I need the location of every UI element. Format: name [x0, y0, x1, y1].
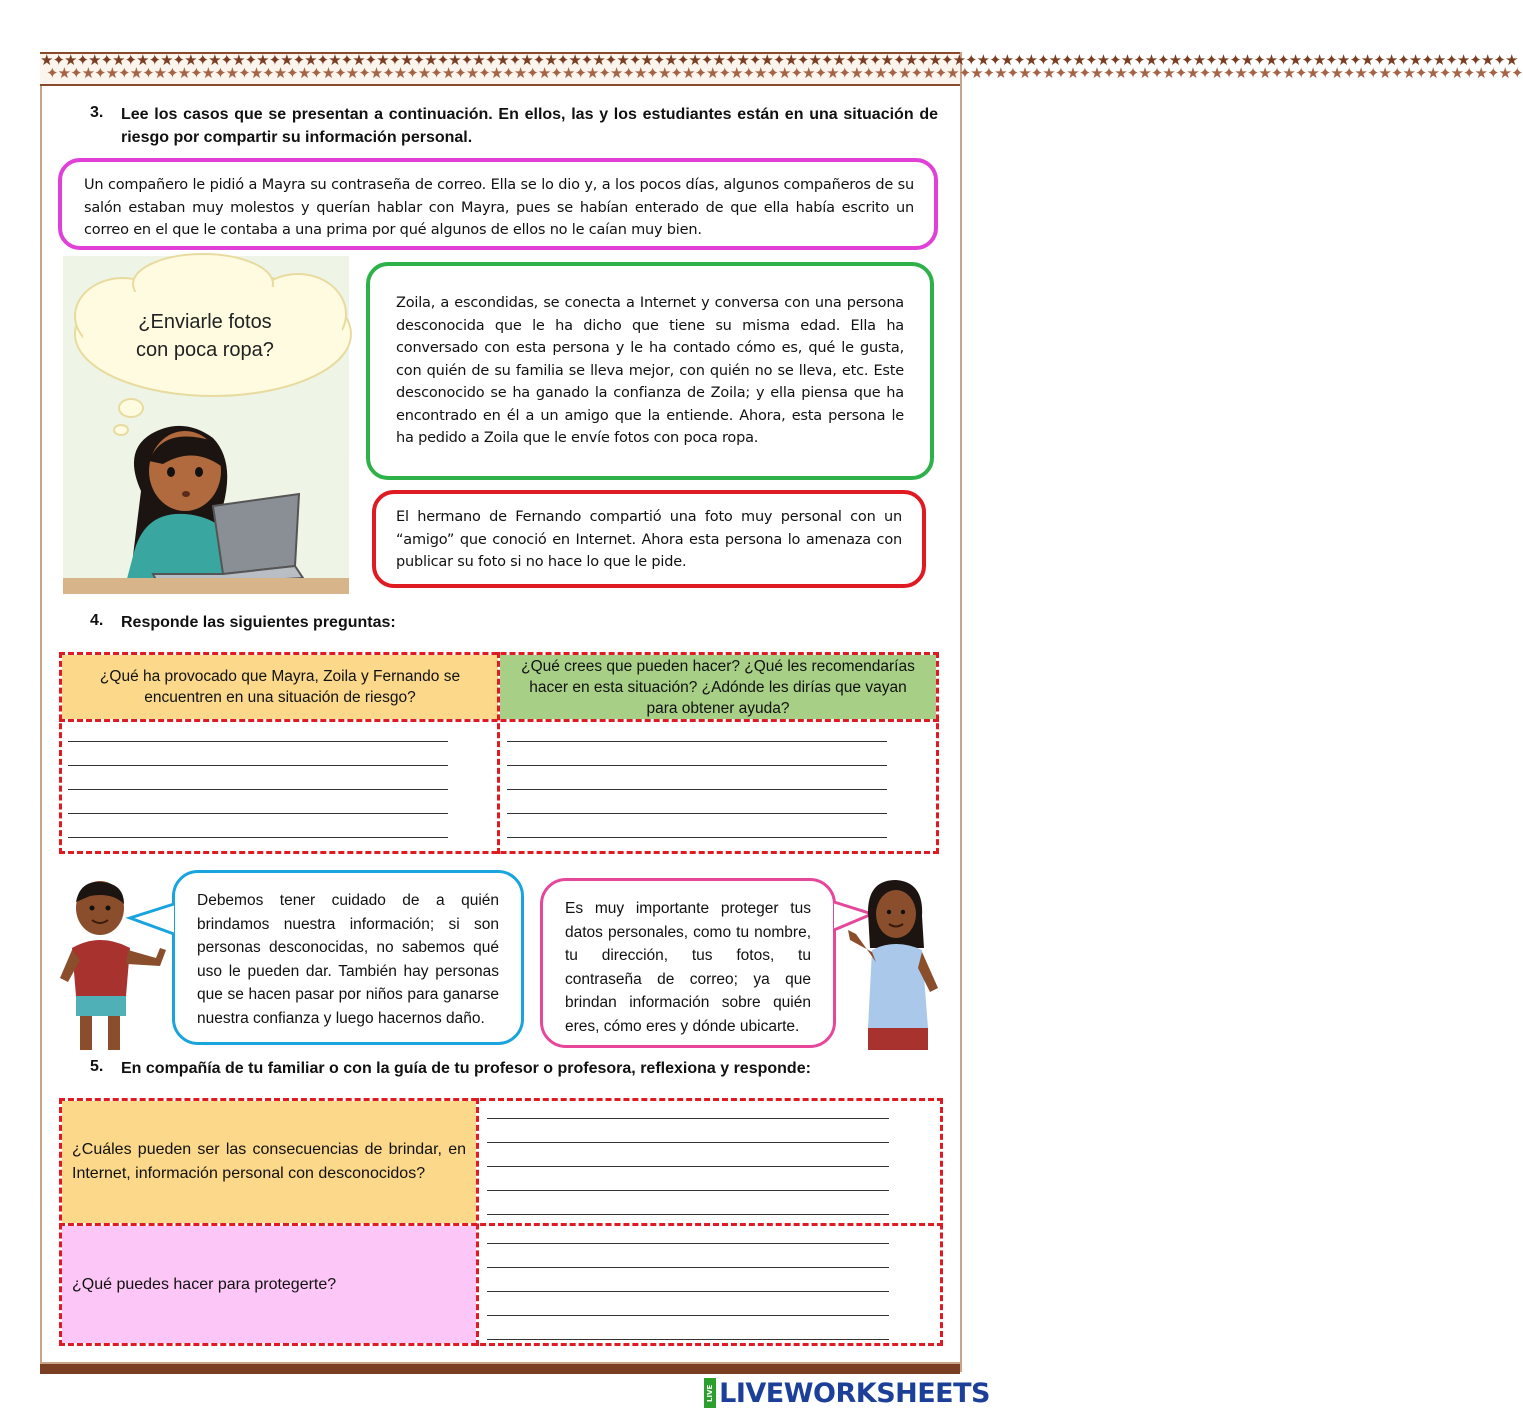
table-divider-vertical [497, 652, 500, 854]
answer-line[interactable] [507, 813, 887, 814]
question-left: ¿Qué ha provocado que Mayra, Zoila y Fernando se encuentren en una situación de riesgo? [62, 655, 498, 719]
answer-line[interactable] [487, 1267, 889, 1268]
section3-heading: Lee los casos que se presentan a continuación. En ellos, las y los estudiantes están en una situación de riesgo por compartir su información personal. [121, 106, 938, 146]
answer-line[interactable] [487, 1291, 889, 1292]
thought-line-1: ¿Enviarle fotos [138, 311, 272, 333]
speech-bubble-girl: Es muy importante proteger tus datos personales, como tu nombre, tu dirección, tus fotos, tu contraseña de correo; ya que brindan información sobre quién eres, cómo eres y dónde ubicarte. [540, 878, 836, 1048]
star-border-top: ★✦★✦★✦★✦★✦★✦★✦★✦★✦★✦★✦★✦★✦★✦★✦★✦★✦★✦★✦★✦★✦★✦★✦★✦★✦★✦★✦★✦★✦★✦★✦★✦★✦★✦★✦★✦★✦★✦★✦★✦★✦★✦★✦★✦★✦★✦★✦★✦★✦★✦★✦★✦★✦★✦★✦★✦★✦★✦★✦★✦★✦★ ✦★✦★✦★✦★✦★✦★✦★✦★✦★✦★✦★✦★✦★✦★✦★✦★✦★✦★✦★✦★✦★✦★✦★✦★✦★✦★✦★✦★✦★✦★✦★✦★✦★✦★✦★✦★✦★✦★✦★✦★✦★✦★✦★✦★✦★✦★✦★✦★✦★✦★✦★✦★✦★✦★✦★✦★✦★✦★✦★✦★✦★✦ [40, 52, 960, 86]
answer-line[interactable] [487, 1166, 889, 1167]
section5-heading: En compañía de tu familiar o con la guía de tu profesor o profesora, reflexiona y responde: [121, 1060, 811, 1077]
case-zoila: Zoila, a escondidas, se conecta a Internet y conversa con una persona desconocida que le ha dicho que tiene su misma edad. Ella ha conversado con esta persona y le ha contado cómo es, qué le gusta, con quién de su familia se lleva mejor, con quién no se lleva, etc. Este desconocido se ha ganado la confianza de Zoila; y ella piensa que ha encontrado en él a un amigo que la entiende. Ahora, esta persona le ha pedido a Zoila que le envíe fotos con poca ropa. [366, 262, 934, 480]
girl-illustration [846, 878, 942, 1056]
question5-1-text: ¿Cuáles pueden ser las consecuencias de brindar, en Internet, información personal con desconocidos? [72, 1141, 466, 1182]
speech-bubble-boy-tail [128, 900, 176, 940]
answer-line[interactable] [507, 789, 887, 790]
girl-laptop-drawing [63, 256, 349, 594]
answer-line[interactable] [68, 813, 448, 814]
answer-line[interactable] [68, 765, 448, 766]
liveworksheets-logo[interactable] [704, 1376, 990, 1410]
speech-bubble-boy: Debemos tener cuidado de a quién brindamos nuestra información; si son personas desconocidas, no sabemos qué uso le pueden dar. También hay personas que se hacen pasar por niños para ganarse nuestra confianza y luego hacernos daño. [172, 870, 524, 1045]
bottom-border [40, 1362, 960, 1374]
answer-line[interactable] [507, 741, 887, 742]
table5-divider-vertical [476, 1098, 479, 1346]
question5-2-text: ¿Qué puedes hacer para protegerte? [72, 1275, 337, 1293]
logo-mark [704, 1378, 716, 1408]
case-fernando: El hermano de Fernando compartió una foto muy personal con un “amigo” que conoció en Internet. Ahora esta persona lo amenaza con publicar su foto si no hace lo que le pide. [372, 490, 926, 588]
question-right: ¿Qué crees que pueden hacer? ¿Qué les recomendarías hacer en esta situación? ¿Adónde les dirías que vayan para obtener ayuda? [500, 655, 936, 719]
answer-line[interactable] [507, 837, 887, 838]
section5-number: 5. [90, 1058, 104, 1075]
answer-line[interactable] [487, 1214, 889, 1215]
answer-line[interactable] [68, 789, 448, 790]
thought-line-2: con poca ropa? [136, 339, 274, 361]
case-mayra: Un compañero le pidió a Mayra su contraseña de correo. Ella se lo dio y, a los pocos días, algunos compañeros de su salón estaban muy molestos y querían hablar con Mayra, pues se habían enterado de que ella había escrito un correo en el que le contaba a una prima por qué algunos de ellos no le caían muy bien. [58, 158, 938, 250]
section3-number: 3. [90, 104, 104, 121]
section4-number: 4. [90, 612, 104, 629]
logo-mark-text: LIVE [704, 1378, 716, 1408]
logo-text: LIVEWORKSHEETS [719, 1377, 990, 1409]
answer-line[interactable] [487, 1315, 889, 1316]
answer-line[interactable] [68, 741, 448, 742]
section4-heading: Responde las siguientes preguntas: [121, 614, 396, 631]
girl-laptop-illustration [63, 256, 349, 594]
question5-1 [62, 1101, 476, 1223]
answer-line[interactable] [507, 765, 887, 766]
answer-line[interactable] [487, 1142, 889, 1143]
answer-line[interactable] [487, 1339, 889, 1340]
answer-line[interactable] [68, 837, 448, 838]
answer-line[interactable] [487, 1190, 889, 1191]
question5-2 [62, 1226, 476, 1343]
answer-line[interactable] [487, 1243, 889, 1244]
answer-line[interactable] [487, 1118, 889, 1119]
table5-divider-horizontal [59, 1223, 943, 1226]
